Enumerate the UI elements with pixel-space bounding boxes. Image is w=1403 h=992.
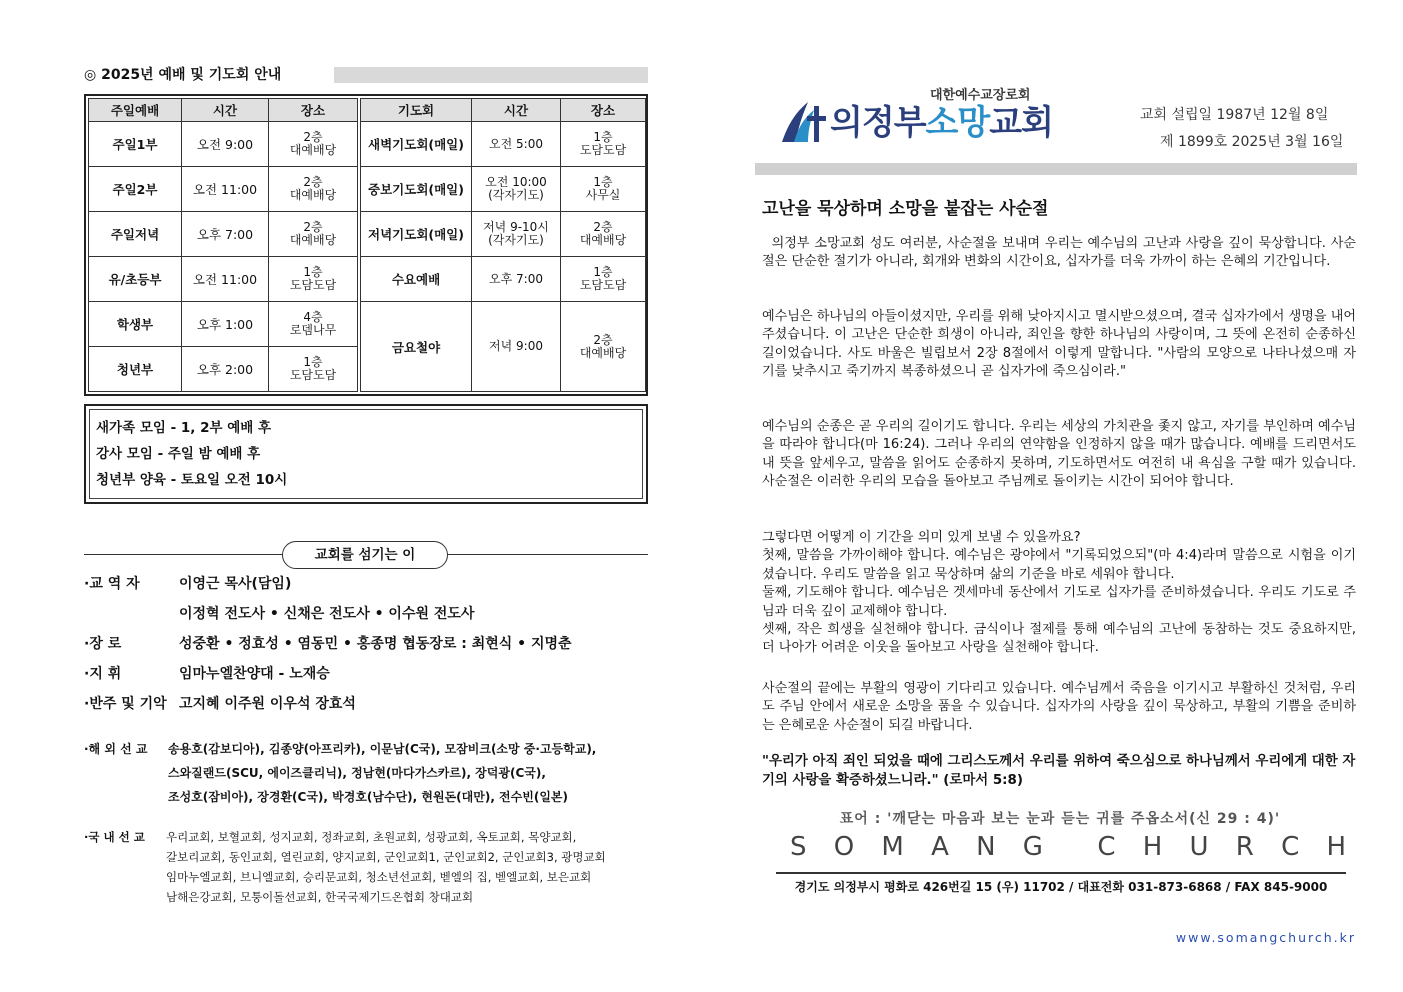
- service-time: 오후 1:00: [182, 302, 269, 347]
- meeting-name: 저녁기도회(매일): [361, 212, 472, 257]
- wordmark-letter: G: [1022, 832, 1043, 862]
- service-place: 1층 도담도담: [269, 347, 358, 392]
- wordmark-letter: H: [1326, 832, 1346, 862]
- col-header: 장소: [269, 99, 358, 122]
- wordmark-letter: A: [931, 832, 949, 862]
- article-paragraph: 사순절의 끝에는 부활의 영광이 기다리고 있습니다. 예수님께서 죽음을 이기시고 부활하신 것처럼, 우리도 주님 안에서 새로운 소망을 품을 수 있습니다. 십자가의 사랑을 깊이 묵상하고, 부활의 기쁨을 준비하는 은혜로운 사순절이 되길 바랍니다.: [762, 681, 1356, 733]
- issue-number: 제 1899호 2025년 3월 16일: [1160, 134, 1344, 150]
- article-paragraph: 그렇다면 어떻게 이 기간을 의미 있게 보낼 수 있을까요? 첫째, 말씀을 가까이해야 합니다. 예수님은 광야에서 "기록되었으되"(마 4:4)라며 말씀으로 시험을 이기셨습니다. 우리도 말씀을 읽고 묵상하며 삶의 기준을 바로 세워야 합니다. 둘째, 기도해야 합니다. 예수님은 겟세마네 동산에서 기도로 십자가를 준비하셨습니다. 우리도 기도로 주님과 더욱 깊이 교제해야 합니다. 셋째, 작은 희생을 실천해야 합니다. 금식이나 절제를 통해 예수님의 고난에 동참하는 것도 중요하지만, 더 나아가 어려운 이웃을 돌아보고 사랑을 실천해야 합니다.: [762, 530, 1356, 656]
- overseas-missions: ·해 외 선 교 송용호(감보디아), 김종양(아프리카), 이문남(C국), 모잠비크(소망 중·고등학교), 스와질랜드(SCU, 에이즈클리닉), 정남현(마다가스카르), 장덕광(C국), 조성호(잠비아), 장경환(C국), 박경호(남수단), 현원돈(대만), 전수빈(일본): [84, 742, 597, 804]
- service-time: 오전 11:00: [182, 167, 269, 212]
- col-header: 시간: [182, 99, 269, 122]
- website-link[interactable]: www.somangchurch.kr: [1175, 930, 1356, 945]
- service-time: 오전 11:00: [182, 257, 269, 302]
- wordmark-letter: N: [976, 832, 996, 862]
- table-row: [361, 257, 646, 302]
- church-name: 의정부소망교회: [830, 103, 1053, 143]
- table-row: [89, 302, 358, 347]
- meeting-place: 2층 대예배당: [561, 302, 646, 392]
- article-paragraph: 의정부 소망교회 성도 여러분, 사순절을 보내며 우리는 예수님의 고난과 사랑을 깊이 묵상합니다. 사순절은 단순한 절기가 아니라, 회개와 변화의 시간이요, 십자가를 더욱 가까이 하는 은혜의 기간입니다.: [762, 236, 1356, 270]
- server-row: 이정혁 전도사 • 신채은 전도사 • 이수원 전도사: [179, 606, 475, 622]
- meeting-place: 2층 대예배당: [561, 212, 646, 257]
- table-row: [89, 257, 358, 302]
- schedule-box: [84, 94, 648, 396]
- meeting-time: 오전 5:00: [472, 122, 561, 167]
- server-row: ·장 로 성중환 • 정효성 • 염동민 • 홍종명 협동장로 : 최현식 • 지명춘: [84, 636, 572, 652]
- meeting-place: 1층 도담도담: [561, 122, 646, 167]
- table-row: [89, 167, 358, 212]
- table-row: [361, 302, 646, 392]
- article-paragraph: 예수님의 순종은 곧 우리의 길이기도 합니다. 우리는 세상의 가치관을 좇지 않고, 자기를 부인하며 예수님을 따라야 합니다(마 16:24). 그러나 우리의 연약함을 인정하지 않을 때가 많습니다. 예배를 드리면서도 내 뜻을 앞세우고, 말씀을 읽어도 순종하지 못하며, 기도하면서도 여전히 내 욕심을 구할 때가 있습니다. 사순절은 이러한 우리의 모습을 돌아보고 주님께로 돌이키는 시간이 되어야 합니다.: [762, 419, 1356, 490]
- wordmark-letter: S: [790, 832, 807, 862]
- server-row: ·반주 및 기악 고지혜 이주원 이우석 장효석: [84, 696, 356, 712]
- service-name: 주일2부: [89, 167, 182, 212]
- wordmark-letter: C: [1097, 832, 1116, 862]
- meeting-place: 1층 도담도담: [561, 257, 646, 302]
- article-paragraph: 예수님은 하나님의 아들이셨지만, 우리를 위해 낮아지시고 멸시받으셨으며, 결국 십자가에서 생명을 내어주셨습니다. 이 고난은 단순한 희생이 아니라, 죄인을 향한 하나님의 사랑이며, 그 뜻에 온전히 순종하신 길이었습니다. 사도 바울은 빌립보서 2장 8절에서 이렇게 말합니다. "사람의 모양으로 나타나셨으매 자기를 낮추시고 죽기까지 복종하셨으니 곧 십자가에 죽으심이라.": [762, 309, 1356, 380]
- service-place: 2층 대예배당: [269, 212, 358, 257]
- scripture-verse: "우리가 아직 죄인 되었을 때에 그리스도께서 우리를 위하여 죽으심으로 하나님께서 우리에게 대한 자기의 사랑을 확증하셨느니라." (로마서 5:8): [762, 754, 1356, 788]
- col-header: 시간: [472, 99, 561, 122]
- established-date: 교회 설립일 1987년 12월 8일: [1140, 107, 1329, 123]
- meeting-item: 새가족 모임 - 1, 2부 예배 후: [96, 420, 272, 436]
- server-row: ·교 역 자 이영근 목사(담임): [84, 576, 292, 592]
- col-header: 장소: [561, 99, 646, 122]
- service-time: 오전 9:00: [182, 122, 269, 167]
- service-name: 유/초등부: [89, 257, 182, 302]
- schedule-title: ◎ 2025년 예배 및 기도회 안내: [84, 66, 648, 84]
- meeting-item: 청년부 양육 - 토요일 오전 10시: [96, 472, 288, 488]
- sunday-worship-table: [88, 98, 358, 392]
- somang-church-wordmark: [790, 832, 1346, 862]
- wordmark-letter: H: [1142, 832, 1163, 862]
- service-name: 주일저녁: [89, 212, 182, 257]
- table-row: [361, 167, 646, 212]
- col-header: 기도회: [361, 99, 472, 122]
- footer-divider: [776, 872, 1346, 874]
- servers-title: 교회를 섬기는 이: [282, 541, 448, 569]
- table-row: [361, 122, 646, 167]
- domestic-missions-label: ·국 내 선 교: [84, 830, 145, 844]
- service-time: 오후 7:00: [182, 212, 269, 257]
- service-place: 1층 도담도담: [269, 257, 358, 302]
- article-title: 고난을 묵상하며 소망을 붙잡는 사순절: [762, 199, 1049, 219]
- church-address: 경기도 의정부시 평화로 426번길 15 (우) 11702 / 대표전화 031-873-6868 / FAX 845-9000: [794, 880, 1328, 894]
- meetings-box: [84, 404, 648, 504]
- service-name: 학생부: [89, 302, 182, 347]
- church-motto: 표어 : '깨닫는 마음과 보는 눈과 듣는 귀를 주옵소서(신 29 : 4)': [839, 811, 1281, 827]
- church-logo-icon: [778, 98, 828, 146]
- table-row: [361, 212, 646, 257]
- meeting-place: 1층 사무실: [561, 167, 646, 212]
- prayer-meeting-table: [360, 98, 646, 392]
- wordmark-letter: M: [881, 832, 904, 862]
- service-place: 4층 로뎀나무: [269, 302, 358, 347]
- server-row: ·지 휘 임마누엘찬양대 - 노재승: [84, 666, 330, 682]
- meeting-time: 저녁 9:00: [472, 302, 561, 392]
- meeting-name: 새벽기도회(매일): [361, 122, 472, 167]
- wordmark-letter: O: [833, 832, 855, 862]
- header-bar: [755, 163, 1357, 175]
- meeting-time: 오전 10:00 (각자기도): [472, 167, 561, 212]
- wordmark-letter: R: [1235, 832, 1254, 862]
- col-header: 주일예배: [89, 99, 182, 122]
- domestic-missions: 우리교회, 보혈교회, 성지교회, 정좌교회, 초원교회, 성광교회, 옥토교회, 목양교회, 갈보리교회, 동인교회, 열린교회, 양지교회, 군인교회1, 군인교회2, 군인교회3, 광명교회 임마누엘교회, 브니엘교회, 승리문교회, 청소년선교회, 벧엘의 집, 벧엘교회, 보은교회 남해은강교회, 모퉁이돌선교회, 한국국제기드온협회 창대교회: [166, 830, 606, 904]
- table-row: [89, 212, 358, 257]
- service-name: 주일1부: [89, 122, 182, 167]
- service-name: 청년부: [89, 347, 182, 392]
- meeting-name: 수요예배: [361, 257, 472, 302]
- service-time: 오후 2:00: [182, 347, 269, 392]
- wordmark-letter: U: [1189, 832, 1209, 862]
- meeting-time: 오후 7:00: [472, 257, 561, 302]
- meeting-item: 강사 모임 - 주일 밤 예배 후: [96, 446, 261, 462]
- meeting-time: 저녁 9-10시 (각자기도): [472, 212, 561, 257]
- denomination: 대한예수교장로회: [930, 88, 1031, 103]
- wordmark-letter: C: [1281, 832, 1300, 862]
- service-place: 2층 대예배당: [269, 167, 358, 212]
- table-row: [89, 347, 358, 392]
- service-place: 2층 대예배당: [269, 122, 358, 167]
- meeting-name: 금요철야: [361, 302, 472, 392]
- table-row: [89, 122, 358, 167]
- meeting-name: 중보기도회(매일): [361, 167, 472, 212]
